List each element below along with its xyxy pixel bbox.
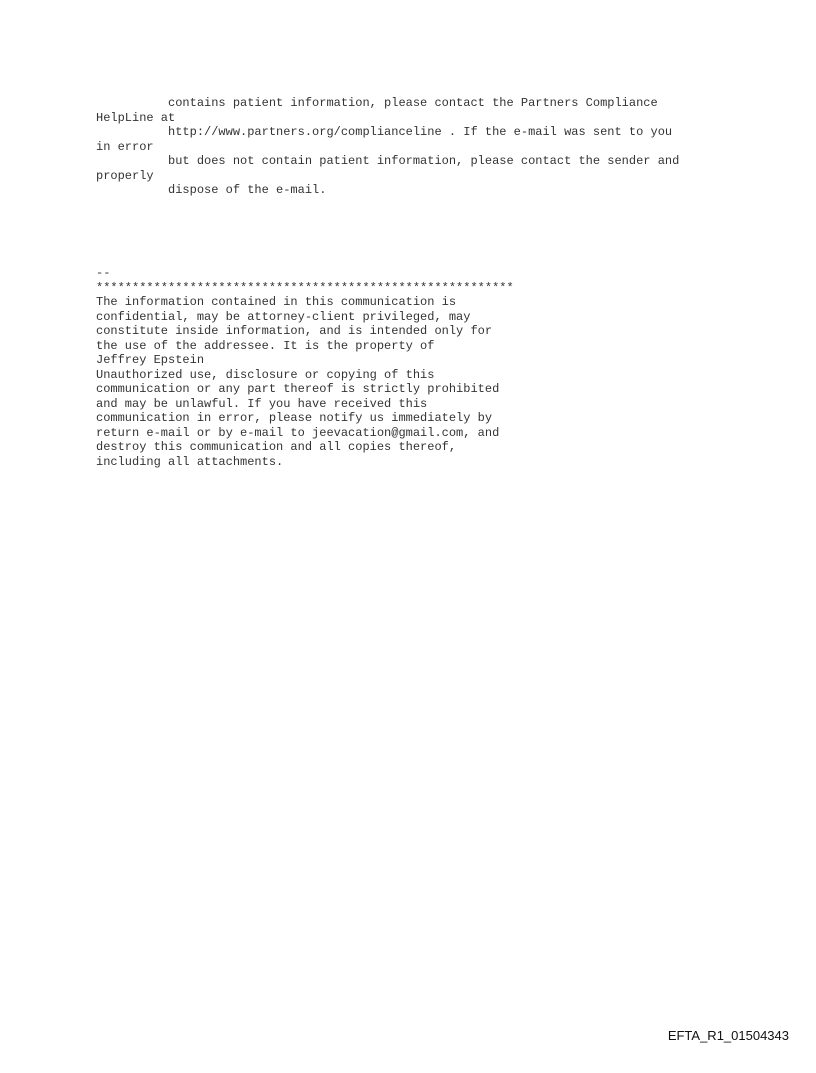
notice-line: but does not contain patient information, please contact the sender and — [96, 154, 680, 168]
disclaimer-line: including all attachments. — [96, 454, 284, 469]
document-id-label: EFTA_R1_01504343 — [667, 1028, 789, 1043]
notice-line: http://www.partners.org/complianceline . If the e-mail was sent to you — [96, 125, 673, 139]
notice-line: contains patient information, please contact the Partners Compliance — [96, 96, 658, 110]
disclaimer-line: Unauthorized use, disclosure or copying of this — [96, 367, 435, 382]
disclaimer-line: confidential, may be attorney-client privileged, may — [96, 309, 471, 324]
disclaimer-line: destroy this communication and all copies thereof, — [96, 440, 457, 454]
disclaimer-line: The information contained in this communication is — [96, 295, 457, 309]
disclaimer-line: the use of the addressee. It is the property of — [96, 338, 435, 353]
disclaimer-line: communication or any part thereof is strictly prohibited — [96, 382, 500, 396]
asterisk-divider: ********************************************************** — [96, 280, 514, 295]
notice-line: dispose of the e-mail. — [96, 183, 327, 197]
disclaimer-line: return e-mail or by e-mail to jeevacation@gmail.com, and — [96, 425, 500, 440]
confidentiality-disclaimer — [96, 266, 514, 469]
notice-line: in error — [96, 139, 154, 154]
disclaimer-line: and may be unlawful. If you have received this — [96, 396, 428, 411]
disclaimer-line: Jeffrey Epstein — [96, 353, 205, 367]
email-notice-block — [96, 96, 679, 198]
notice-line: properly — [96, 168, 154, 183]
notice-line: HelpLine at — [96, 110, 176, 125]
signature-separator: -- — [96, 266, 111, 280]
disclaimer-line: constitute inside information, and is intended only for — [96, 324, 493, 338]
disclaimer-line: communication in error, please notify us immediately by — [96, 411, 493, 425]
